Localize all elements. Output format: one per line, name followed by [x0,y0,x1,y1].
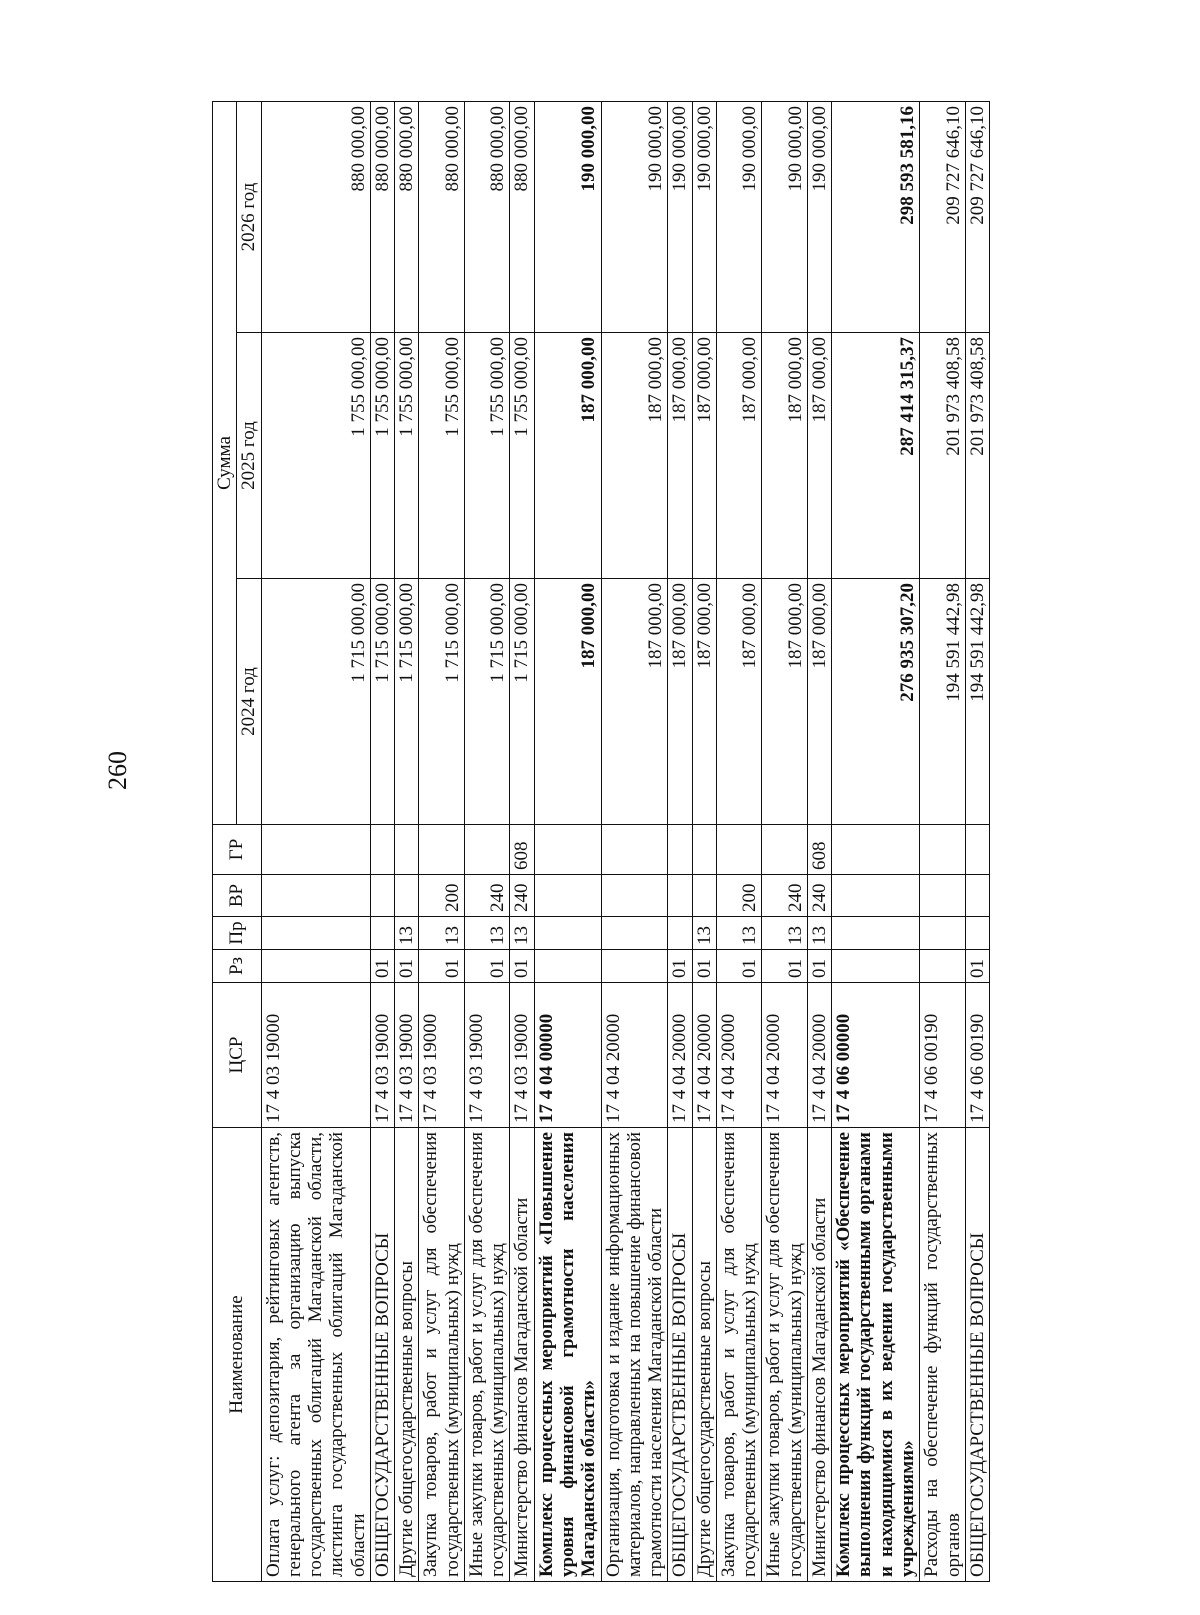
cell-vr [261,875,370,917]
cell-csr: 17 4 03 19000 [510,983,534,1128]
cell-2024: 187 000,00 [762,579,808,825]
cell-name: ОБЩЕГОСУДАРСТВЕННЫЕ ВОПРОСЫ [370,1128,394,1582]
cell-2026: 209 727 646,10 [965,102,989,333]
cell-rz [832,950,920,983]
cell-pr [668,917,692,950]
table-row [395,102,419,1582]
cell-2024: 194 591 442,98 [965,579,989,825]
cell-vr [832,875,920,917]
cell-name: Иные закупки товаров, работ и услуг для обеспечения государственных (муниципальных) нужд [464,1128,510,1582]
header-sum: Сумма [213,102,237,825]
cell-pr [261,917,370,950]
cell-rz [601,950,668,983]
cell-gr [601,825,668,875]
table-row [807,102,831,1582]
header-csr: ЦСР [213,983,262,1128]
table-row [261,102,370,1582]
cell-csr: 17 4 04 20000 [601,983,668,1128]
cell-2026: 190 000,00 [534,102,601,333]
cell-rz: 01 [510,950,534,983]
header-year-2025: 2025 год [237,333,261,579]
cell-vr [920,875,966,917]
cell-gr [419,825,465,875]
table-row [965,102,989,1582]
cell-csr: 17 4 04 20000 [807,983,831,1128]
cell-2026: 880 000,00 [395,102,419,333]
cell-name: Другие общегосударственные вопросы [692,1128,716,1582]
cell-2025: 187 000,00 [716,333,762,579]
cell-gr [920,825,966,875]
table-row [920,102,966,1582]
cell-pr [832,917,920,950]
cell-2025: 1 755 000,00 [370,333,394,579]
cell-2026: 880 000,00 [370,102,394,333]
table-row [716,102,762,1582]
cell-rz: 01 [419,950,465,983]
header-gr: ГР [213,825,262,875]
cell-name: Иные закупки товаров, работ и услуг для обеспечения государственных (муниципальных) нужд [762,1128,808,1582]
cell-pr [370,917,394,950]
cell-2025: 1 755 000,00 [464,333,510,579]
cell-csr: 17 4 04 20000 [668,983,692,1128]
cell-rz: 01 [464,950,510,983]
cell-name: Закупка товаров, работ и услуг для обеспечения государственных (муниципальных) нужд [716,1128,762,1582]
cell-2024: 276 935 307,20 [832,579,920,825]
table-row [534,102,601,1582]
page-number: 260 [103,751,132,790]
cell-csr: 17 4 06 00190 [965,983,989,1128]
cell-gr [534,825,601,875]
cell-csr: 17 4 03 19000 [464,983,510,1128]
cell-gr [370,825,394,875]
cell-rz: 01 [395,950,419,983]
cell-csr: 17 4 04 20000 [716,983,762,1128]
cell-pr [534,917,601,950]
cell-2024: 187 000,00 [692,579,716,825]
cell-csr: 17 4 03 19000 [370,983,394,1128]
cell-2025: 187 000,00 [807,333,831,579]
cell-2026: 298 593 581,16 [832,102,920,333]
header-vr: ВР [213,875,262,917]
cell-csr: 17 4 03 19000 [261,983,370,1128]
cell-2026: 209 727 646,10 [920,102,966,333]
cell-csr: 17 4 06 00190 [920,983,966,1128]
rotated-page-content [212,102,1190,1582]
cell-pr: 13 [395,917,419,950]
budget-table [212,101,990,1582]
cell-pr: 13 [692,917,716,950]
cell-2026: 880 000,00 [464,102,510,333]
cell-vr: 240 [762,875,808,917]
cell-gr [832,825,920,875]
table-row [668,102,692,1582]
cell-2024: 1 715 000,00 [261,579,370,825]
cell-2026: 880 000,00 [510,102,534,333]
cell-2025: 1 755 000,00 [510,333,534,579]
header-year-2024: 2024 год [237,579,261,825]
cell-pr: 13 [464,917,510,950]
cell-name: Организация, подготовка и издание информационных материалов, направленных на повышение финансовой грамотности населения Магаданской области [601,1128,668,1582]
cell-pr: 13 [762,917,808,950]
cell-csr: 17 4 04 20000 [762,983,808,1128]
cell-name: Расходы на обеспечение функций государственных органов [920,1128,966,1582]
cell-name: ОБЩЕГОСУДАРСТВЕННЫЕ ВОПРОСЫ [668,1128,692,1582]
cell-2026: 190 000,00 [668,102,692,333]
cell-gr [965,825,989,875]
cell-rz [261,950,370,983]
cell-name: ОБЩЕГОСУДАРСТВЕННЫЕ ВОПРОСЫ [965,1128,989,1582]
cell-2024: 187 000,00 [668,579,692,825]
table-row [601,102,668,1582]
cell-csr: 17 4 06 00000 [832,983,920,1128]
cell-gr: 608 [510,825,534,875]
cell-2025: 187 000,00 [601,333,668,579]
table-row [370,102,394,1582]
cell-csr: 17 4 03 19000 [419,983,465,1128]
cell-rz [920,950,966,983]
cell-2025: 187 000,00 [762,333,808,579]
cell-gr [395,825,419,875]
table-body [261,102,990,1582]
cell-pr: 13 [419,917,465,950]
cell-vr: 240 [510,875,534,917]
cell-2024: 187 000,00 [601,579,668,825]
cell-2026: 880 000,00 [419,102,465,333]
table-row [762,102,808,1582]
cell-2024: 1 715 000,00 [395,579,419,825]
cell-name: Оплата услуг: депозитария, рейтинговых агентств, генерального агента за организацию выпуска государственных облигаций Магаданской области, листинга государственных облигаций Магаданской области [261,1128,370,1582]
cell-vr [534,875,601,917]
cell-2025: 1 755 000,00 [261,333,370,579]
table-row [692,102,716,1582]
cell-2024: 194 591 442,98 [920,579,966,825]
cell-name: Комплекс процессных мероприятий «Обеспечение выполнения функций государственными органами и находящимися в их ведении государственными учреждениями» [832,1128,920,1582]
cell-name: Комплекс процессных мероприятий «Повышение уровня финансовой грамотности населения Магаданской области» [534,1128,601,1582]
cell-csr: 17 4 03 19000 [395,983,419,1128]
cell-vr [692,875,716,917]
cell-2024: 187 000,00 [716,579,762,825]
cell-name: Другие общегосударственные вопросы [395,1128,419,1582]
cell-rz: 01 [807,950,831,983]
cell-vr [668,875,692,917]
cell-2026: 190 000,00 [692,102,716,333]
cell-vr [395,875,419,917]
cell-vr [601,875,668,917]
cell-2025: 201 973 408,58 [920,333,966,579]
table-row [832,102,920,1582]
cell-vr: 240 [807,875,831,917]
cell-2026: 190 000,00 [716,102,762,333]
cell-2025: 201 973 408,58 [965,333,989,579]
cell-2026: 190 000,00 [807,102,831,333]
table-header [213,102,262,1582]
header-pr: Пр [213,917,262,950]
cell-2026: 190 000,00 [601,102,668,333]
table-row [419,102,465,1582]
cell-pr [920,917,966,950]
cell-2025: 287 414 315,37 [832,333,920,579]
cell-2024: 1 715 000,00 [419,579,465,825]
cell-gr [464,825,510,875]
cell-rz: 01 [762,950,808,983]
cell-vr: 200 [716,875,762,917]
cell-pr [601,917,668,950]
cell-pr: 13 [716,917,762,950]
header-rz: Рз [213,950,262,983]
cell-name: Закупка товаров, работ и услуг для обеспечения государственных (муниципальных) нужд [419,1128,465,1582]
cell-name: Министерство финансов Магаданской области [510,1128,534,1582]
cell-2024: 187 000,00 [807,579,831,825]
table-row [464,102,510,1582]
cell-gr [261,825,370,875]
cell-2024: 187 000,00 [534,579,601,825]
cell-vr [370,875,394,917]
cell-rz: 01 [965,950,989,983]
cell-2025: 187 000,00 [534,333,601,579]
cell-2024: 1 715 000,00 [464,579,510,825]
cell-vr: 200 [419,875,465,917]
cell-rz: 01 [370,950,394,983]
cell-pr [965,917,989,950]
cell-gr [668,825,692,875]
cell-pr: 13 [807,917,831,950]
cell-vr [965,875,989,917]
cell-name: Министерство финансов Магаданской области [807,1128,831,1582]
cell-2026: 190 000,00 [762,102,808,333]
cell-rz [534,950,601,983]
cell-2026: 880 000,00 [261,102,370,333]
cell-csr: 17 4 04 00000 [534,983,601,1128]
cell-gr [716,825,762,875]
cell-rz: 01 [692,950,716,983]
table-row [510,102,534,1582]
cell-gr: 608 [807,825,831,875]
cell-gr [692,825,716,875]
cell-2025: 1 755 000,00 [395,333,419,579]
cell-2024: 1 715 000,00 [510,579,534,825]
cell-vr: 240 [464,875,510,917]
cell-2025: 187 000,00 [668,333,692,579]
header-year-2026: 2026 год [237,102,261,333]
cell-pr: 13 [510,917,534,950]
cell-2025: 187 000,00 [692,333,716,579]
cell-rz: 01 [716,950,762,983]
header-name: Наименование [213,1128,262,1582]
cell-2024: 1 715 000,00 [370,579,394,825]
cell-2025: 1 755 000,00 [419,333,465,579]
cell-rz: 01 [668,950,692,983]
cell-gr [762,825,808,875]
cell-csr: 17 4 04 20000 [692,983,716,1128]
